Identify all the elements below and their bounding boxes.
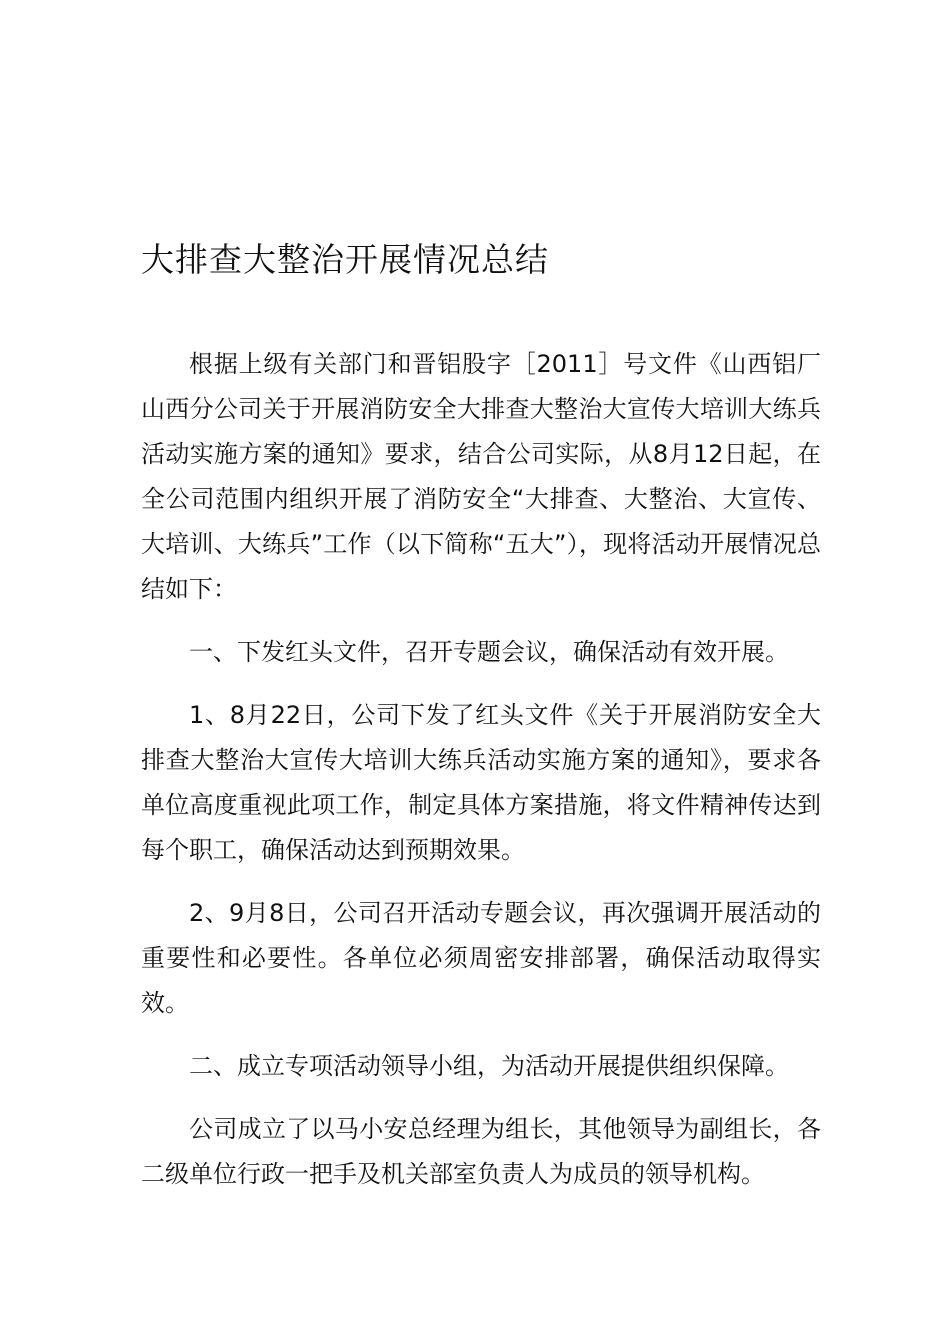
section-heading-2: 二、成立专项活动领导小组，为活动开展提供组织保障。 bbox=[189, 1052, 789, 1080]
item-paragraph-1: 1、8月22日，公司下发了红头文件《关于开展消防安全大排查大整治大宣传大培训大练兵活动实施方案的通知》，要求各单位高度重视此项工作，制定具体方案措施，将文件精神传达到每个职工，确保活动达到预期效果。 bbox=[141, 701, 821, 864]
leadership-paragraph: 公司成立了以马小安总经理为组长，其他领导为副组长，各二级单位行政一把手及机关部室负责人为成员的领导机构。 bbox=[141, 1115, 821, 1188]
document-body bbox=[141, 342, 821, 1215]
section-heading-1: 一、下发红头文件，召开专题会议，确保活动有效开展。 bbox=[189, 638, 789, 666]
intro-paragraph: 根据上级有关部门和晋铝股字［2011］号文件《山西铝厂山西分公司关于开展消防安全大排查大整治大宣传大培训大练兵活动实施方案的通知》要求，结合公司实际，从8月12日起，在全公司范围内组织开展了消防安全“大排查、大整治、大宣传、大培训、大练兵”工作（以下简称“五大”），现将活动开展情况总结如下： bbox=[141, 350, 821, 603]
document-title: 大排查大整治开展情况总结 bbox=[141, 240, 549, 279]
item-paragraph-2: 2、9月8日，公司召开活动专题会议，再次强调开展活动的重要性和必要性。各单位必须周密安排部署，确保活动取得实效。 bbox=[141, 899, 821, 1017]
